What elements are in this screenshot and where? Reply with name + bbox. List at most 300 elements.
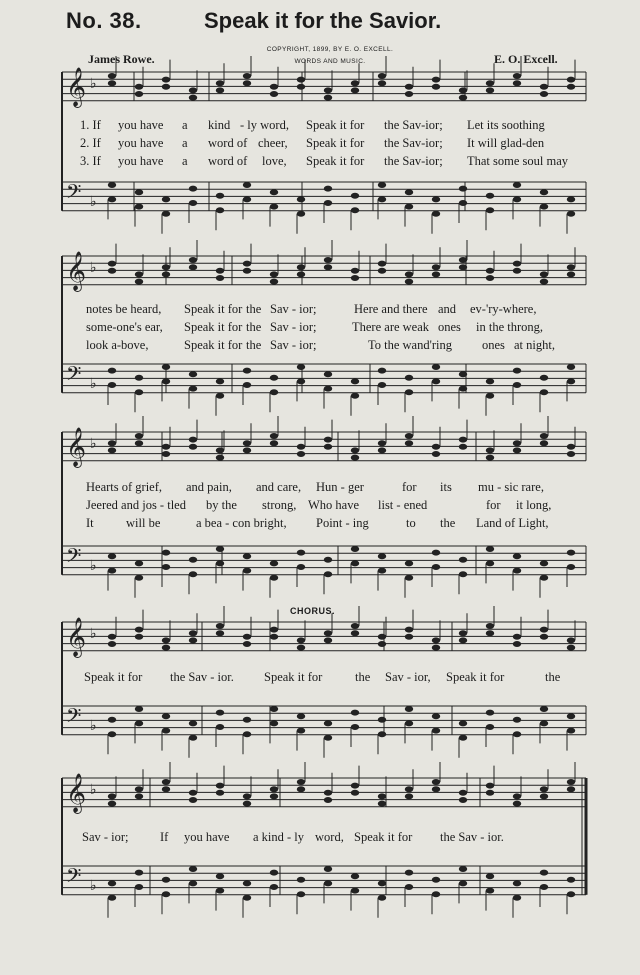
note-head <box>405 706 413 712</box>
note-head <box>459 386 467 392</box>
lyric-syllable: Speak it for <box>184 338 243 352</box>
note-head <box>459 264 467 270</box>
note-head <box>405 884 413 890</box>
lyric-syllable: Point - ing <box>316 516 369 530</box>
note-head <box>486 888 494 894</box>
note-head <box>162 77 170 83</box>
note-head <box>459 257 467 263</box>
note-head <box>216 455 224 461</box>
bass-clef-icon: 𝄢 <box>66 544 82 572</box>
note-head <box>189 630 197 636</box>
note-head <box>351 378 359 384</box>
lyric-syllable: and <box>438 302 457 316</box>
note-head <box>540 91 548 97</box>
note-head <box>567 77 575 83</box>
note-head <box>405 204 413 210</box>
bass-clef-icon: 𝄢 <box>66 362 82 390</box>
lyric-syllable: you have <box>118 136 164 150</box>
note-head <box>513 731 521 737</box>
note-head <box>162 444 170 450</box>
chorus-label: CHORUS. <box>290 606 336 616</box>
lyric-syllable: a <box>182 136 188 150</box>
note-head <box>540 884 548 890</box>
note-head <box>243 634 251 640</box>
note-head <box>189 257 197 263</box>
note-head <box>243 182 251 188</box>
lyric-syllable: you have <box>184 830 230 844</box>
note-head <box>351 873 359 879</box>
note-head <box>189 444 197 450</box>
lyric-syllable: the Sav-ior; <box>384 118 443 132</box>
note-head <box>513 880 521 886</box>
note-head <box>135 870 143 876</box>
note-head <box>459 200 467 206</box>
note-head <box>324 95 332 101</box>
lyric-syllable: a <box>182 118 188 132</box>
note-head <box>297 77 305 83</box>
note-head <box>189 797 197 803</box>
flat-icon: ♭ <box>90 436 97 452</box>
note-head <box>270 634 278 640</box>
note-head <box>351 790 359 796</box>
note-head <box>567 444 575 450</box>
note-head <box>540 204 548 210</box>
lyric-syllable: word, <box>315 830 344 844</box>
words-and-music-line: WORDS AND MUSIC. <box>294 58 366 65</box>
note-head <box>432 713 440 719</box>
note-head <box>486 455 494 461</box>
hymn-number: No. 38. <box>66 8 142 33</box>
note-head <box>108 731 116 737</box>
note-head <box>405 870 413 876</box>
note-head <box>270 389 278 395</box>
note-head <box>378 196 386 202</box>
note-head <box>135 706 143 712</box>
note-head <box>378 261 386 267</box>
note-head <box>297 451 305 457</box>
note-head <box>108 801 116 807</box>
lyric-syllable: There are weak <box>352 320 430 334</box>
lyric-syllable: its <box>440 480 452 494</box>
note-head <box>378 268 386 274</box>
note-head <box>270 84 278 90</box>
note-head <box>297 786 305 792</box>
note-head <box>189 87 197 93</box>
lyric-syllable: notes be heard, <box>86 302 162 316</box>
note-head <box>162 728 170 734</box>
note-head <box>243 641 251 647</box>
note-head <box>324 371 332 377</box>
note-head <box>540 189 548 195</box>
note-head <box>405 91 413 97</box>
note-head <box>513 80 521 86</box>
note-head <box>459 186 467 192</box>
note-head <box>486 783 494 789</box>
hymn-title: Speak it for the Savior. <box>204 8 442 33</box>
note-head <box>324 630 332 636</box>
note-head <box>351 87 359 93</box>
note-head <box>486 546 494 552</box>
note-head <box>162 713 170 719</box>
lyric-syllable: ones <box>482 338 505 352</box>
treble-clef-icon: 𝄞 <box>66 773 87 813</box>
note-head <box>378 382 386 388</box>
note-head <box>540 870 548 876</box>
note-head <box>513 196 521 202</box>
note-head <box>486 275 494 281</box>
lyric-syllable: a <box>182 154 188 168</box>
note-head <box>405 279 413 285</box>
lyric-syllable: word of <box>208 154 248 168</box>
note-head <box>297 891 305 897</box>
note-head <box>216 275 224 281</box>
note-head <box>351 560 359 566</box>
note-head <box>378 801 386 807</box>
note-head <box>486 268 494 274</box>
note-head <box>432 77 440 83</box>
note-head <box>432 378 440 384</box>
note-head <box>135 389 143 395</box>
lyric-syllable: the <box>246 302 262 316</box>
note-head <box>189 637 197 643</box>
note-head <box>432 444 440 450</box>
lyric-syllable: 1. If <box>80 118 101 132</box>
note-head <box>540 279 548 285</box>
composer-credit: E. O. Excell. <box>494 52 558 66</box>
note-head <box>297 364 305 370</box>
lyric-syllable: some-one's ear, <box>86 320 163 334</box>
note-head <box>189 880 197 886</box>
note-head <box>540 84 548 90</box>
note-head <box>459 444 467 450</box>
lyric-syllable: Speak it for <box>264 670 323 684</box>
note-head <box>459 735 467 741</box>
note-head <box>324 797 332 803</box>
lyric-syllable: That some soul may <box>467 154 569 168</box>
lyric-syllable: the <box>246 338 262 352</box>
note-head <box>432 264 440 270</box>
note-head <box>324 264 332 270</box>
lyric-line <box>0 480 640 498</box>
note-head <box>216 783 224 789</box>
note-head <box>486 630 494 636</box>
note-head <box>297 444 305 450</box>
note-head <box>405 575 413 581</box>
lyric-syllable: ones <box>438 320 461 334</box>
lyric-syllable: - ly word, <box>240 118 289 132</box>
note-head <box>162 564 170 570</box>
note-head <box>567 84 575 90</box>
note-head <box>135 84 143 90</box>
lyric-syllable: Sav - ior; <box>270 302 317 316</box>
note-head <box>432 779 440 785</box>
lyric-syllable: Speak it for <box>184 320 243 334</box>
flat-icon: ♭ <box>90 376 97 392</box>
note-head <box>135 271 143 277</box>
note-head <box>162 891 170 897</box>
note-head <box>459 637 467 643</box>
note-head <box>243 440 251 446</box>
note-head <box>243 568 251 574</box>
lyric-syllable: the <box>440 516 456 530</box>
lyric-syllable: Speak it for <box>84 670 143 684</box>
lyric-syllable: for <box>486 498 501 512</box>
bass-clef-icon: 𝄢 <box>66 704 82 732</box>
note-head <box>351 447 359 453</box>
lyric-line <box>0 302 640 320</box>
flat-icon: ♭ <box>90 194 97 210</box>
note-head <box>351 623 359 629</box>
note-head <box>540 389 548 395</box>
note-head <box>324 186 332 192</box>
note-head <box>513 568 521 574</box>
note-head <box>216 710 224 716</box>
note-head <box>216 447 224 453</box>
note-head <box>324 386 332 392</box>
copyright-line: COPYRIGHT, 1899, BY E. O. EXCELL. <box>266 46 394 53</box>
note-head <box>270 279 278 285</box>
lyric-syllable: list - ened <box>378 498 428 512</box>
note-head <box>513 182 521 188</box>
lyric-syllable: kind <box>208 118 231 132</box>
note-head <box>189 200 197 206</box>
note-head <box>540 786 548 792</box>
lyric-line <box>0 118 640 136</box>
note-head <box>567 451 575 457</box>
note-head <box>486 873 494 879</box>
note-head <box>486 87 494 93</box>
note-head <box>324 257 332 263</box>
note-head <box>405 720 413 726</box>
note-head <box>243 368 251 374</box>
lyric-syllable: the Sav - ior. <box>170 670 234 684</box>
lyricist-credit: James Rowe. <box>88 52 155 66</box>
lyric-syllable: Speak it for <box>446 670 505 684</box>
note-head <box>216 268 224 274</box>
note-head <box>135 793 143 799</box>
note-head <box>459 790 467 796</box>
lyric-syllable: Speak it for <box>184 302 243 316</box>
note-head <box>108 368 116 374</box>
note-head <box>459 371 467 377</box>
note-head <box>540 793 548 799</box>
note-head <box>513 793 521 799</box>
note-head <box>459 571 467 577</box>
note-head <box>432 550 440 556</box>
note-head <box>162 779 170 785</box>
note-head <box>216 630 224 636</box>
note-head <box>135 884 143 890</box>
note-head <box>567 271 575 277</box>
note-head <box>540 634 548 640</box>
note-head <box>351 455 359 461</box>
note-head <box>270 375 278 381</box>
note-head <box>297 779 305 785</box>
note-head <box>351 888 359 894</box>
lyric-syllable: look a-bove, <box>86 338 149 352</box>
lyric-syllable: Speak it for <box>306 154 365 168</box>
note-head <box>486 393 494 399</box>
lyric-syllable: To the wand'ring <box>368 338 452 352</box>
note-head <box>405 560 413 566</box>
note-head <box>378 368 386 374</box>
note-head <box>432 271 440 277</box>
note-head <box>270 91 278 97</box>
lyric-syllable: Who have <box>308 498 360 512</box>
note-head <box>270 204 278 210</box>
note-head <box>243 447 251 453</box>
note-head <box>567 364 575 370</box>
note-head <box>513 268 521 274</box>
note-head <box>324 790 332 796</box>
note-head <box>567 564 575 570</box>
note-head <box>324 571 332 577</box>
note-head <box>270 706 278 712</box>
lyric-syllable: the <box>545 670 561 684</box>
note-head <box>513 447 521 453</box>
note-head <box>216 80 224 86</box>
flat-icon: ♭ <box>90 260 97 276</box>
note-head <box>378 73 386 79</box>
note-head <box>189 790 197 796</box>
note-head <box>216 873 224 879</box>
note-head <box>459 630 467 636</box>
note-head <box>270 440 278 446</box>
note-head <box>324 87 332 93</box>
note-head <box>108 568 116 574</box>
note-head <box>324 444 332 450</box>
note-head <box>567 877 575 883</box>
note-head <box>189 720 197 726</box>
note-head <box>567 645 575 651</box>
note-head <box>243 880 251 886</box>
note-head <box>540 720 548 726</box>
note-head <box>540 575 548 581</box>
note-head <box>189 264 197 270</box>
note-head <box>216 546 224 552</box>
flat-icon: ♭ <box>90 878 97 894</box>
note-head <box>405 634 413 640</box>
note-head <box>324 557 332 563</box>
lyric-syllable: If <box>160 830 169 844</box>
note-head <box>567 779 575 785</box>
note-head <box>108 182 116 188</box>
note-head <box>513 368 521 374</box>
note-head <box>567 891 575 897</box>
note-head <box>432 637 440 643</box>
note-head <box>189 371 197 377</box>
note-head <box>513 440 521 446</box>
note-head <box>486 207 494 213</box>
note-head <box>135 189 143 195</box>
lyric-syllable: word of <box>208 136 248 150</box>
note-head <box>162 84 170 90</box>
note-head <box>378 634 386 640</box>
note-head <box>108 717 116 723</box>
note-head <box>486 724 494 730</box>
lyric-syllable: in the throng, <box>476 320 544 334</box>
note-head <box>135 433 143 439</box>
lyric-syllable: at night, <box>514 338 555 352</box>
note-head <box>108 80 116 86</box>
lyric-syllable: Sav - ior; <box>270 338 317 352</box>
note-head <box>486 560 494 566</box>
note-head <box>378 793 386 799</box>
note-head <box>270 793 278 799</box>
note-head <box>243 553 251 559</box>
note-head <box>351 710 359 716</box>
note-head <box>108 73 116 79</box>
flat-icon: ♭ <box>90 558 97 574</box>
note-head <box>135 204 143 210</box>
treble-clef-icon: 𝄞 <box>66 67 87 107</box>
note-head <box>216 207 224 213</box>
note-head <box>459 866 467 872</box>
note-head <box>297 713 305 719</box>
note-head <box>459 880 467 886</box>
note-head <box>297 550 305 556</box>
note-head <box>405 627 413 633</box>
note-head <box>351 268 359 274</box>
note-head <box>540 375 548 381</box>
note-head <box>567 196 575 202</box>
lyric-syllable: Let its soothing <box>467 118 545 132</box>
lyric-line <box>0 830 640 848</box>
note-head <box>324 637 332 643</box>
treble-clef-icon: 𝄞 <box>66 427 87 467</box>
lyric-syllable: and care, <box>256 480 302 494</box>
note-head <box>486 80 494 86</box>
note-head <box>351 193 359 199</box>
note-head <box>567 211 575 217</box>
note-head <box>162 196 170 202</box>
note-head <box>243 73 251 79</box>
lyric-syllable: ev-'ry-where, <box>470 302 537 316</box>
lyric-line <box>0 320 640 338</box>
note-head <box>216 393 224 399</box>
lyric-syllable: Hun - ger <box>316 480 364 494</box>
note-head <box>459 437 467 443</box>
note-head <box>567 786 575 792</box>
note-head <box>513 553 521 559</box>
note-head <box>351 80 359 86</box>
lyric-syllable: the Sav-ior; <box>384 136 443 150</box>
lyric-syllable: Hearts of grief, <box>86 480 163 494</box>
lyric-syllable: Sav - ior; <box>82 830 129 844</box>
note-head <box>108 793 116 799</box>
note-head <box>270 575 278 581</box>
lyric-syllable: the <box>246 320 262 334</box>
note-head <box>432 564 440 570</box>
lyric-syllable: for <box>402 480 417 494</box>
bass-clef-icon: 𝄢 <box>66 180 82 208</box>
note-head <box>567 378 575 384</box>
note-head <box>432 84 440 90</box>
lyric-syllable: 2. If <box>80 136 101 150</box>
note-head <box>216 724 224 730</box>
note-head <box>378 447 386 453</box>
note-head <box>162 364 170 370</box>
note-head <box>297 211 305 217</box>
note-head <box>351 630 359 636</box>
note-head <box>243 261 251 267</box>
note-head <box>135 91 143 97</box>
note-head <box>135 375 143 381</box>
note-head <box>540 627 548 633</box>
flat-icon: ♭ <box>90 782 97 798</box>
note-head <box>108 447 116 453</box>
note-head <box>216 623 224 629</box>
